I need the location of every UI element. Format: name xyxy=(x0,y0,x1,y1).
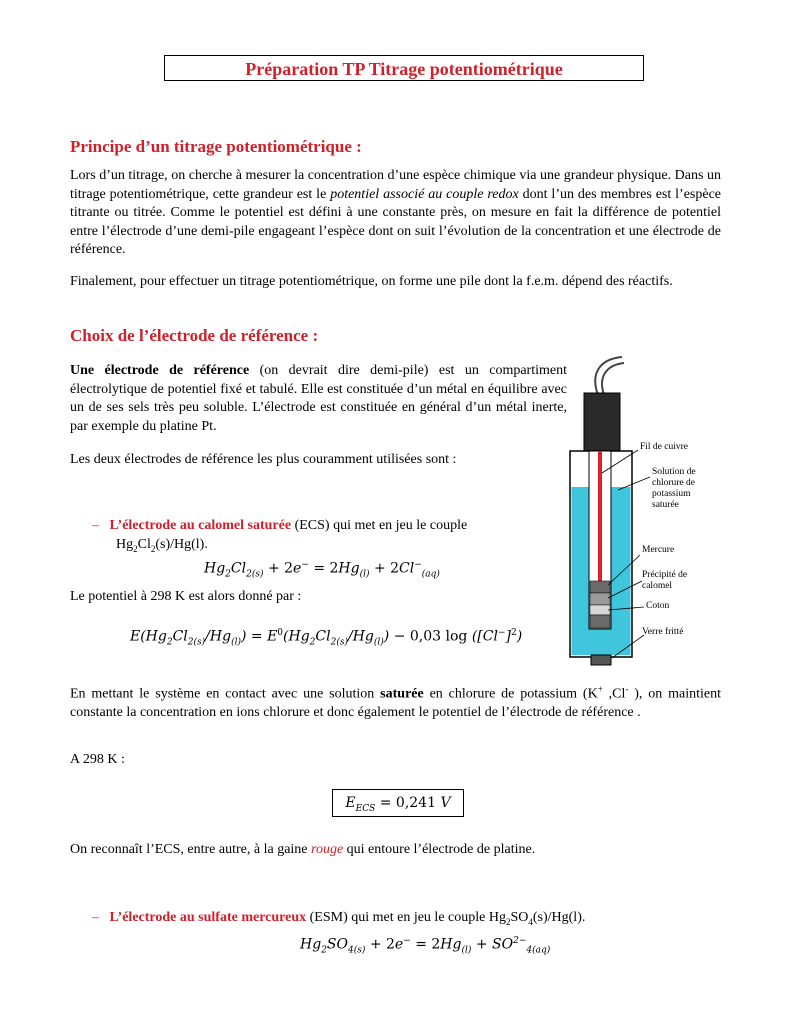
paragraph-a-298k: A 298 K : xyxy=(70,752,125,767)
paragraph-solution-saturee: En mettant le système en contact avec une solution saturée en chlorure de potassium (K+ ,Cl- ), on maintient constante la concentration en ions chlorure et donc également le potentiel de l’électrode de référence . xyxy=(70,684,722,721)
bullet-dash: – xyxy=(92,518,99,533)
cotton xyxy=(590,605,610,615)
label-fil-de-cuivre: Fil de cuivre xyxy=(640,442,689,452)
section-heading-electrode: Choix de l’électrode de référence : xyxy=(70,326,319,345)
equation-ecs-half-reaction: $Hg_2Cl_{2(s)} + 2e^- = 2Hg_{(l)} + 2Cl^-_{(aq)}$ xyxy=(204,560,440,580)
section-heading-principe: Principe d’un titrage potentiométrique : xyxy=(70,137,362,156)
label-precipite-calomel: Précipité de calomel xyxy=(642,570,688,591)
label-verre-fritte: Verre fritté xyxy=(642,627,684,637)
copper-wire xyxy=(598,451,602,581)
glass-frit xyxy=(591,655,611,665)
label-mercure: Mercure xyxy=(642,545,675,555)
paragraph-electrode-reference: Une électrode de référence (on devrait dire demi-pile) est un compartiment électrolytique de potentiel fixé et tabulé. Elle est constituée d’un métal en équilibre avec un de ses sels très peu soluble. L’électrode est constituée en général d’un métal inerte, par exemple du platine Pt. xyxy=(70,363,567,434)
paragraph-potentiel-298k: Le potentiel à 298 K est alors donné par : xyxy=(70,589,302,604)
equation-nernst-ecs: $E(Hg_2Cl_{2(s)}/Hg_{(l)}) = E^0(Hg_2Cl_{2(s)}/Hg_{(l)}) - 0,03$ $\log ([Cl^-]^2)$ xyxy=(130,628,523,648)
calomel xyxy=(590,593,610,605)
electrode-cap xyxy=(584,393,620,451)
paragraph-principe: Lors d’un titrage, on cherche à mesurer la concentration d’une espèce chimique via une grandeur physique. Dans un titrage potentiométrique, cette grandeur est le potentiel associé au couple redox dont l’un des membres est l’espèce titrante ou titrée. Comme le potentiel est défini à une constante près, on mesure en fait la différence de potentiel entre l’électrode d’une demi-pile engageant l’espèce dont on suit l’évolution de la concentration et une électrode de référence. xyxy=(70,168,722,257)
list-item-esm: – L’électrode au sulfate mercureux (ESM) qui met en jeu le couple $Hg_2SO_4(s)/Hg(l)$. xyxy=(92,910,586,927)
page-title: Préparation TP Titrage potentiométrique xyxy=(164,55,644,81)
bullet-dash: – xyxy=(92,910,99,925)
paragraph-finalement: Finalement, pour effectuer un titrage potentiométrique, on forme une pile dont la f.e.m. dépend des réactifs. xyxy=(70,274,673,289)
equation-eecs-box: $E_{ECS} = 0,241$ V xyxy=(332,789,464,817)
label-coton: Coton xyxy=(646,601,670,611)
cable xyxy=(602,363,624,395)
label-solution-kcl: Solution de chlorure de potassium saturée xyxy=(652,467,696,510)
mercury xyxy=(590,581,610,593)
plug xyxy=(590,615,610,628)
cable xyxy=(595,357,622,395)
paragraph-gaine-rouge: On reconnaît l’ECS, entre autre, à la gaine rouge qui entoure l’électrode de platine. xyxy=(70,842,536,857)
list-item-ecs: – L’électrode au calomel saturée (ECS) qui met en jeu le couple $Hg_2Cl_2(s)/Hg(l)$. xyxy=(92,518,468,554)
ecs-couple: $Hg_2Cl_2(s)/Hg(l)$. xyxy=(116,537,208,554)
paragraph-deux-electrodes: Les deux électrodes de référence les plus couramment utilisées sont : xyxy=(70,452,457,467)
equation-esm-half-reaction: $Hg_2SO_{4(s)} + 2e^- = 2Hg_{(l)} + SO^{2-}_{4(aq)}$ xyxy=(300,936,551,956)
